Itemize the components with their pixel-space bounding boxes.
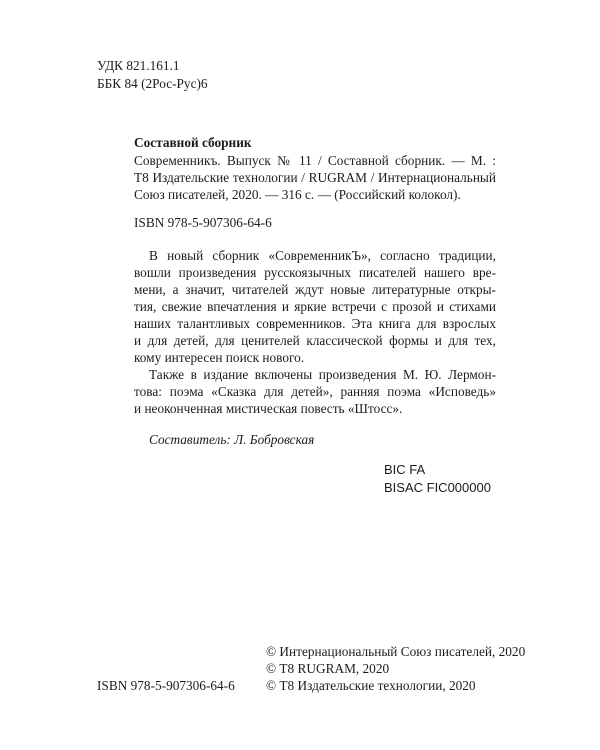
udk-code: УДК 821.161.1 <box>97 58 180 73</box>
isbn-number: ISBN 978-5-907306-64-6 <box>134 215 272 230</box>
bibliography-line: Союз писателей, 2020. — 316 с. — (Российский колокол). <box>134 187 461 202</box>
bisac-code: BISAC FIC000000 <box>384 480 491 495</box>
annotation-line: кому интересен поиск нового. <box>134 350 305 365</box>
compiler-credit: Составитель: Л. Бобровская <box>149 432 315 447</box>
footer-isbn: ISBN 978-5-907306-64-6 <box>97 678 235 693</box>
annotation-line: Также в издание включены произведения М. Ю. Лермон- <box>149 367 496 382</box>
copyright-line: © Т8 Издательские технологии, 2020 <box>266 678 476 693</box>
copyright-line: © Интернациональный Союз писателей, 2020 <box>266 644 526 659</box>
annotation-line: В новый сборник «СовременникЪ», согласно традиции, <box>149 248 496 263</box>
annotation-line: и неоконченная мистическая повесть «Штосс». <box>134 401 403 416</box>
annotation-line: и для детей, для ценителей классической формы и для тех, <box>134 333 496 348</box>
collection-title: Составной сборник <box>134 135 252 150</box>
bbk-code: ББК 84 (2Рос-Рус)6 <box>97 76 208 91</box>
annotation-line: вошли произведения русскоязычных писателей нашего вре- <box>134 265 496 280</box>
bibliography-line: Т8 Издательские технологии / RUGRAM / Интернациональный <box>134 170 496 185</box>
copyright-line: © Т8 RUGRAM, 2020 <box>266 661 390 676</box>
annotation-line: мени, а значит, читателей ждут новые литературные откры- <box>134 282 496 297</box>
annotation-line: това: поэма «Сказка для детей», ранняя поэма «Исповедь» <box>134 384 496 399</box>
annotation-line: наших талантливых современников. Эта книга для взрослых <box>134 316 496 331</box>
annotation-line: тия, свежие впечатления и яркие встречи с прозой и стихами <box>134 299 496 314</box>
bibliography-line: Современникъ. Выпуск № 11 / Составной сборник. — М. : <box>134 153 496 168</box>
bic-code: BIC FA <box>384 462 426 477</box>
